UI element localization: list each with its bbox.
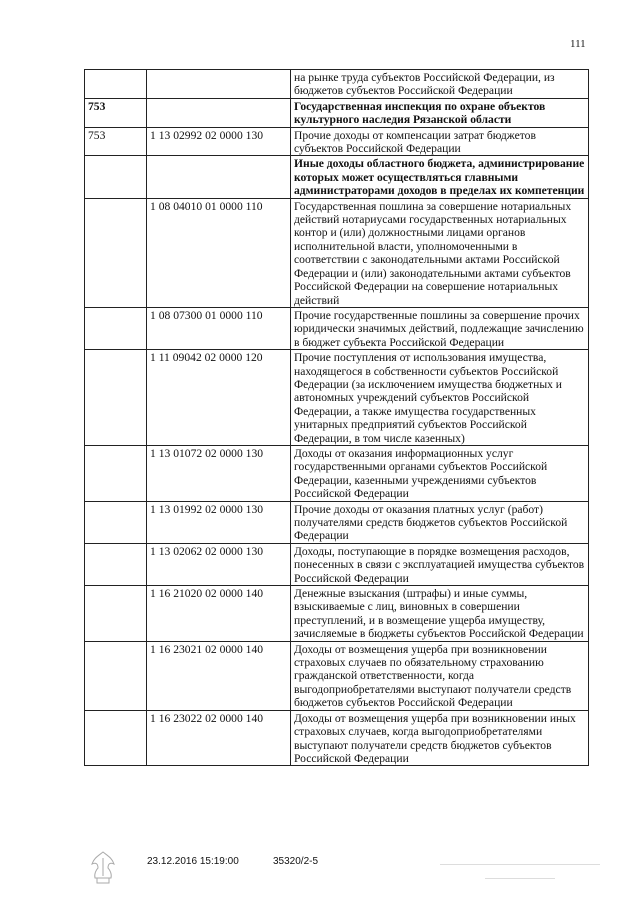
income-code-cell: 1 16 23022 02 0000 140 — [147, 710, 291, 766]
table-row — [85, 710, 589, 766]
table-row — [85, 307, 589, 349]
description-cell: Иные доходы областного бюджета, администрирование которых может осуществляться главными администраторами доходов в пределах их компетенции — [291, 156, 589, 198]
admin-code-cell — [85, 445, 147, 501]
description-cell: Прочие государственные пошлины за совершение прочих юридически значимых действий, подлежащие зачислению в бюджет субъекта Российской Федерации — [291, 307, 589, 349]
income-code-cell: 1 13 02062 02 0000 130 — [147, 543, 291, 585]
page-number: 111 — [570, 38, 586, 50]
description-cell: Доходы от возмещения ущерба при возникновении иных страховых случаев, когда выгодоприобретателями выступают получатели средств бюджетов субъектов Российской Федерации — [291, 710, 589, 766]
income-code-cell: 1 16 23021 02 0000 140 — [147, 641, 291, 710]
table-row — [85, 501, 589, 543]
description-cell: Государственная инспекция по охране объектов культурного наследия Рязанской области — [291, 98, 589, 127]
description-cell: на рынке труда субъектов Российской Федерации, из бюджетов субъектов Российской Федерации — [291, 70, 589, 99]
admin-code-cell — [85, 543, 147, 585]
table-row — [85, 70, 589, 99]
description-cell: Доходы, поступающие в порядке возмещения расходов, понесенных в связи с эксплуатацией имущества субъектов Российской Федерации — [291, 543, 589, 585]
income-code-cell — [147, 156, 291, 198]
footer-date: 23.12.2016 15:19:00 — [147, 856, 239, 867]
description-cell: Доходы от оказания информационных услуг государственными органами субъектов Российской Федерации, казенными учреждениями субъектов Российской Федерации — [291, 445, 589, 501]
table-row — [85, 586, 589, 642]
admin-code-cell — [85, 156, 147, 198]
income-code-cell — [147, 98, 291, 127]
admin-code-cell — [85, 710, 147, 766]
admin-code-cell — [85, 350, 147, 446]
admin-code-cell — [85, 586, 147, 642]
description-cell: Прочие доходы от компенсации затрат бюджетов субъектов Российской Федерации — [291, 127, 589, 156]
description-cell: Доходы от возмещения ущерба при возникновении страховых случаев по обязательному страхованию гражданской ответственности, когда выгодоприобретателями выступают получатели средств бюджетов субъектов Российской Федерации — [291, 641, 589, 710]
table-row — [85, 198, 589, 307]
description-cell: Прочие доходы от оказания платных услуг (работ) получателями средств бюджетов субъектов Российской Федерации — [291, 501, 589, 543]
table-row — [85, 445, 589, 501]
registration-stamp — [440, 853, 600, 879]
table-row — [85, 98, 589, 127]
description-cell: Денежные взыскания (штрафы) и иные суммы, взыскиваемые с лиц, виновных в совершении преступлений, и в возмещение ущерба имуществу, зачисляемые в бюджеты субъектов Российской Федерации — [291, 586, 589, 642]
footer-doc-number: 35320/2-5 — [273, 856, 319, 867]
income-code-cell: 1 16 21020 02 0000 140 — [147, 586, 291, 642]
table-row — [85, 350, 589, 446]
admin-code-cell — [85, 641, 147, 710]
admin-code-cell — [85, 70, 147, 99]
coat-of-arms-icon — [86, 848, 120, 886]
table-row — [85, 641, 589, 710]
description-cell: Прочие поступления от использования имущества, находящегося в собственности субъектов Российской Федерации (за исключением имущества бюджетных и автономных учреждений субъектов Российской Федерации, а также имущества государственных унитарных предприятий субъектов Российской Федерации, в том числе казенных) — [291, 350, 589, 446]
admin-code-cell: 753 — [85, 127, 147, 156]
table-row — [85, 156, 589, 198]
income-codes-table — [84, 69, 589, 766]
description-cell: Государственная пошлина за совершение нотариальных действий нотариусами государственных нотариальных контор и (или) должностными лицами органов исполнительной власти, уполномоченными в соответствии с законодательными актами Российской Федерации и (или) законодательными актами субъектов Российской Федерации на совершение нотариальных действий — [291, 198, 589, 307]
income-code-cell: 1 11 09042 02 0000 120 — [147, 350, 291, 446]
admin-code-cell: 753 — [85, 98, 147, 127]
income-code-cell: 1 08 04010 01 0000 110 — [147, 198, 291, 307]
income-code-cell — [147, 70, 291, 99]
income-code-cell: 1 13 01072 02 0000 130 — [147, 445, 291, 501]
admin-code-cell — [85, 198, 147, 307]
income-code-cell: 1 08 07300 01 0000 110 — [147, 307, 291, 349]
income-code-cell: 1 13 02992 02 0000 130 — [147, 127, 291, 156]
table-row — [85, 543, 589, 585]
admin-code-cell — [85, 501, 147, 543]
income-code-cell: 1 13 01992 02 0000 130 — [147, 501, 291, 543]
table-row — [85, 127, 589, 156]
admin-code-cell — [85, 307, 147, 349]
